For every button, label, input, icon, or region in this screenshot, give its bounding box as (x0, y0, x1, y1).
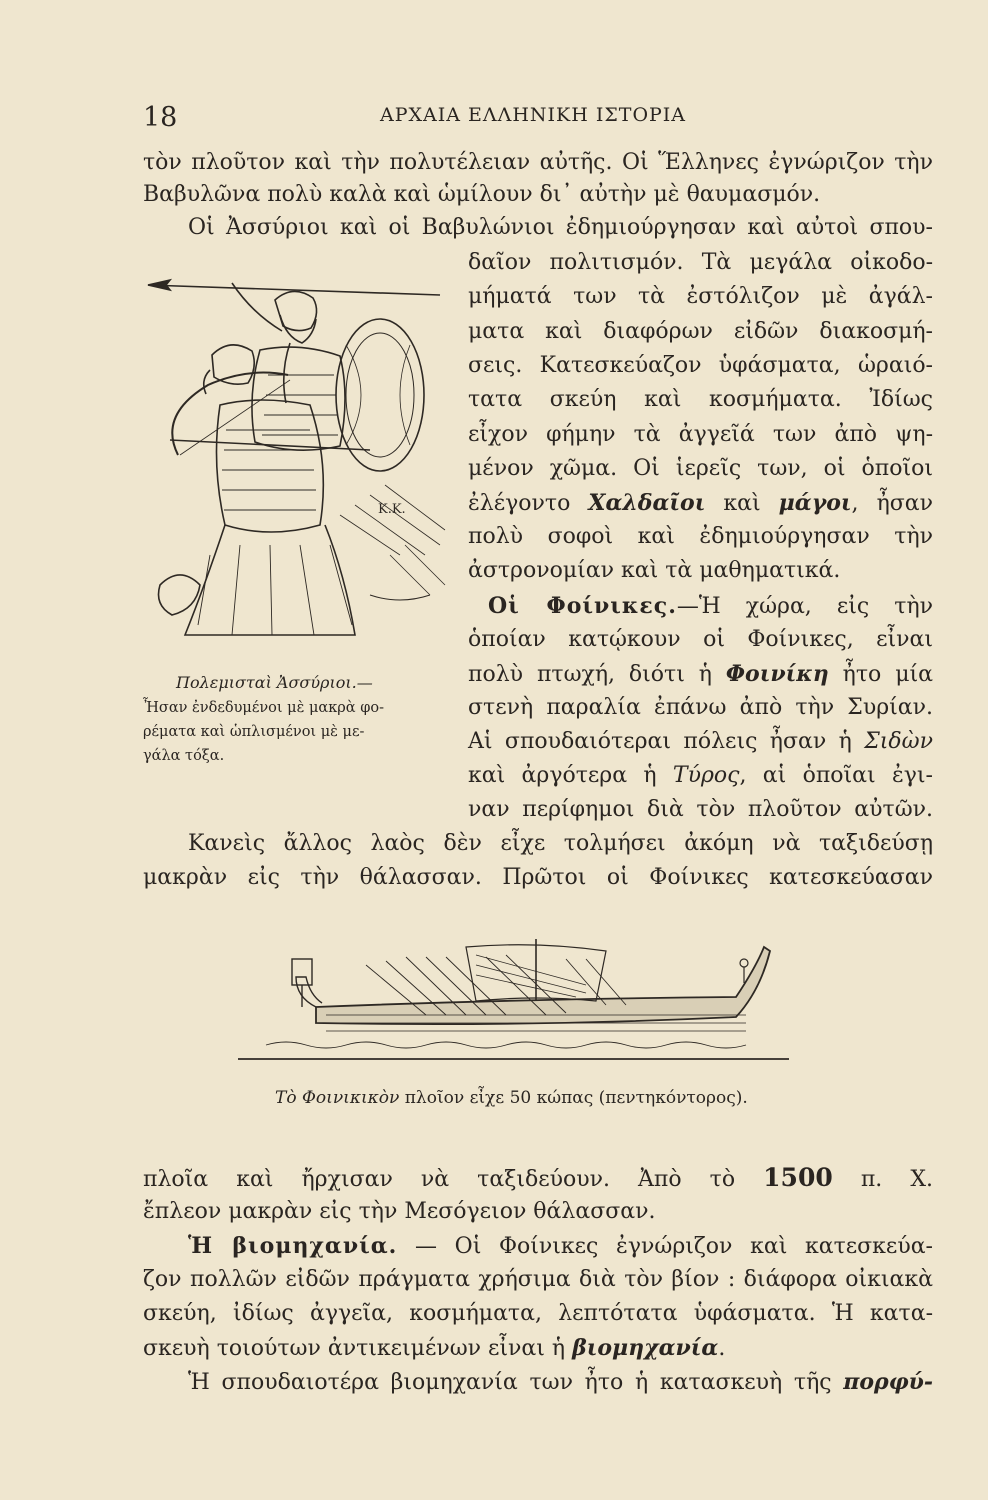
text-line: μακρὰν εἰς τὴν θάλασσαν. Πρῶτοι οἱ Φοίνικες κατεσκεύασαν (143, 865, 933, 890)
figure-caption-line: γάλα τόξα. (143, 748, 225, 764)
text-line: τὸν πλοῦτον καὶ τὴν πολυτέλειαν αὐτῆς. Οἱ Ἕλληνες ἐγνώριζον τὴν (143, 150, 933, 175)
section-heading-phoenicians: Οἱ Φοίνικες. (488, 593, 677, 619)
text-line: πλοῖα καὶ ἤρχισαν νὰ ταξιδεύουν. Ἀπὸ τὸ 1500 π. Χ. (143, 1163, 933, 1192)
text-line: ναν περίφημοι διὰ τὸν πλοῦτον αὐτῶν. (468, 797, 933, 822)
term-chaldeans: Χαλδαῖοι (588, 490, 706, 516)
term-magi: μάγοι (778, 490, 852, 516)
assyrian-warriors-illustration (140, 255, 465, 665)
text-line: ἔπλεον μακρὰν εἰς τὴν Μεσόγειον θάλασσαν. (143, 1199, 656, 1224)
text-line: μένον χῶμα. Οἱ ἱερεῖς των, οἱ ὁποῖοι (468, 456, 933, 481)
text-line: Ἡ σπουδαιοτέρα βιομηχανία των ἦτο ἡ κατασκευὴ τῆς πορφύ- (188, 1369, 933, 1395)
text-line: ὁποίαν κατῴκουν οἱ Φοίνικες, εἶναι (468, 627, 933, 652)
text-line: σκευὴ τοιούτων ἀντικειμένων εἶναι ἡ βιομηχανία. (143, 1335, 726, 1361)
text-line: Βαβυλῶνα πολὺ καλὰ καὶ ὡμίλουν δι᾽ αὐτὴν μὲ θαυμασμόν. (143, 182, 821, 207)
text-line: ματα καὶ διαφόρων εἰδῶν διακοσμή- (468, 319, 933, 344)
text-line-chaldeans: ἐλέγοντο Χαλδαῖοι καὶ μάγοι, ἦσαν (468, 490, 934, 516)
ship-caption: Τὸ Φοινικικὸν πλοῖον εἶχε 50 κώπας (πεντηκόντορος). (275, 1088, 748, 1108)
text-line: ἀστρονομίαν καὶ τὰ μαθηματικά. (468, 558, 841, 583)
text-line: στενὴ παραλία ἐπάνω ἀπὸ τὴν Συρίαν. (468, 695, 933, 720)
text-line: καὶ ἀργότερα ἡ Τύρος, αἱ ὁποῖαι ἐγι- (468, 763, 933, 788)
text-line: σεις. Κατεσκεύαζον ὑφάσματα, ὡραιό- (468, 353, 933, 378)
page-number: 18 (143, 102, 178, 133)
figure-caption-title: Πολεμισταὶ Ἀσσύριοι.— (176, 673, 373, 692)
phoenician-ship-illustration (236, 935, 791, 1065)
text-line-phoenicians: Οἱ Φοίνικες.—Ἡ χώρα, εἰς τὴν (488, 593, 934, 619)
figure-caption-line: ρέματα καὶ ὡπλισμένοι μὲ με- (143, 724, 365, 740)
text-line: εἶχον φήμην τὰ ἀγγεῖά των ἀπὸ ψη- (468, 422, 933, 447)
text-line: Οἱ Ἀσσύριοι καὶ οἱ Βαβυλώνιοι ἐδημιούργησαν καὶ αὐτοὶ σπου- (188, 215, 933, 240)
section-heading-industry: Ἡ βιομηχανία. (188, 1233, 398, 1259)
text-line: πολὺ σοφοὶ καὶ ἐδημιούργησαν τὴν (468, 524, 933, 549)
text-line: πολὺ πτωχή, διότι ἡ Φοινίκη ἦτο μία (468, 661, 933, 687)
text-line: ζον πολλῶν εἰδῶν πράγματα χρήσιμα διὰ τὸν βίον : διάφορα οἰκιακὰ (143, 1267, 933, 1292)
year-1500: 1500 (763, 1163, 833, 1192)
running-title: ΑΡΧΑΙΑ ΕΛΛΗΝΙΚΗ ΙΣΤΟΡΙΑ (380, 104, 687, 126)
text-line: δαῖον πολιτισμόν. Τὰ μεγάλα οἰκοδο- (468, 250, 933, 275)
text-line: σκεύη, ἰδίως ἀγγεῖα, κοσμήματα, λεπτότατα ὑφάσματα. Ἡ κατα- (143, 1301, 933, 1326)
text-line-industry: Ἡ βιομηχανία. — Οἱ Φοίνικες ἐγνώριζον καὶ κατεσκεύα- (188, 1233, 933, 1259)
figure-caption-line: Ἦσαν ἐνδεδυμένοι μὲ μακρὰ φο- (143, 700, 384, 716)
illustrator-signature: Κ.Κ. (378, 502, 406, 517)
text-line: Αἱ σπουδαιότεραι πόλεις ἦσαν ἡ Σιδὼν (468, 729, 933, 754)
text-line: τατα σκεύη καὶ κοσμήματα. Ἰδίως (468, 387, 933, 412)
text-line: Κανεὶς ἄλλος λαὸς δὲν εἶχε τολμήσει ἀκόμη νὰ ταξιδεύσῃ (188, 831, 933, 856)
text-line: μήματά των τὰ ἐστόλιζον μὲ ἀγάλ- (468, 284, 933, 309)
